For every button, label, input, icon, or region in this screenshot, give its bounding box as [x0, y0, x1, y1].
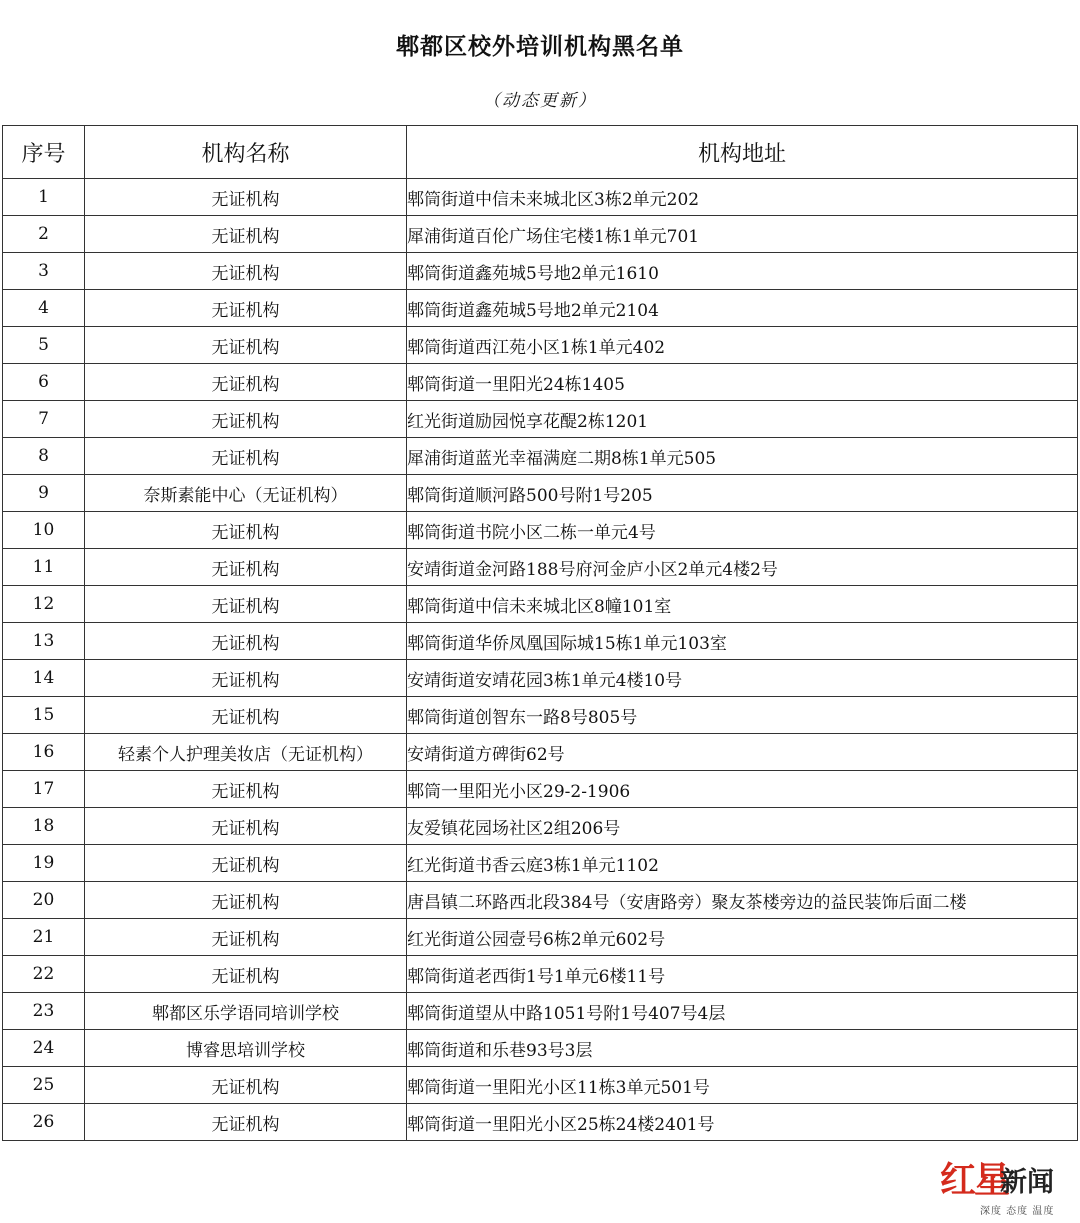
row-number: 19 — [3, 845, 85, 882]
row-number: 18 — [3, 808, 85, 845]
institution-name: 无证机构 — [85, 290, 407, 327]
institution-name: 无证机构 — [85, 549, 407, 586]
institution-address: 犀浦街道百伦广场住宅楼1栋1单元701 — [407, 216, 1078, 253]
table-row — [3, 549, 1078, 586]
institution-address: 红光街道励园悦享花醍2栋1201 — [407, 401, 1078, 438]
table-row — [3, 808, 1078, 845]
table-row — [3, 475, 1078, 512]
header-serial-number: 序号 — [3, 126, 85, 179]
institution-address: 郫筒街道书院小区二栋一单元4号 — [407, 512, 1078, 549]
institution-name: 无证机构 — [85, 401, 407, 438]
header-institution-address: 机构地址 — [407, 126, 1078, 179]
institution-address: 友爱镇花园场社区2组206号 — [407, 808, 1078, 845]
row-number: 1 — [3, 179, 85, 216]
institution-address: 郫筒街道华侨凤凰国际城15栋1单元103室 — [407, 623, 1078, 660]
row-number: 4 — [3, 290, 85, 327]
institution-address: 安靖街道安靖花园3栋1单元4楼10号 — [407, 660, 1078, 697]
row-number: 15 — [3, 697, 85, 734]
table-row — [3, 253, 1078, 290]
institution-name: 无证机构 — [85, 660, 407, 697]
row-number: 24 — [3, 1030, 85, 1067]
institution-address: 郫筒街道鑫苑城5号地2单元1610 — [407, 253, 1078, 290]
row-number: 23 — [3, 993, 85, 1030]
institution-address: 郫筒街道创智东一路8号805号 — [407, 697, 1078, 734]
institution-address: 郫筒街道顺河路500号附1号205 — [407, 475, 1078, 512]
table-row — [3, 882, 1078, 919]
document-title: 郫都区校外培训机构黑名单 — [396, 33, 684, 60]
table-row — [3, 771, 1078, 808]
blacklist-table — [2, 125, 1078, 1141]
table-row — [3, 364, 1078, 401]
institution-name: 奈斯素能中心（无证机构） — [85, 475, 407, 512]
institution-address: 红光街道公园壹号6栋2单元602号 — [407, 919, 1078, 956]
institution-address: 安靖街道金河路188号府河金庐小区2单元4楼2号 — [407, 549, 1078, 586]
table-body — [3, 179, 1078, 1141]
institution-address: 郫筒街道一里阳光24栋1405 — [407, 364, 1078, 401]
row-number: 25 — [3, 1067, 85, 1104]
institution-name: 无证机构 — [85, 956, 407, 993]
row-number: 11 — [3, 549, 85, 586]
table-row — [3, 660, 1078, 697]
table-row — [3, 1030, 1078, 1067]
institution-name: 无证机构 — [85, 179, 407, 216]
institution-name: 无证机构 — [85, 216, 407, 253]
table-row — [3, 1104, 1078, 1141]
institution-address: 郫筒街道西江苑小区1栋1单元402 — [407, 327, 1078, 364]
institution-name: 无证机构 — [85, 364, 407, 401]
row-number: 26 — [3, 1104, 85, 1141]
watermark-name: 新闻 — [1000, 1167, 1054, 1198]
institution-name: 无证机构 — [85, 845, 407, 882]
institution-address: 郫筒街道中信未来城北区3栋2单元202 — [407, 179, 1078, 216]
institution-address: 郫筒街道老西街1号1单元6楼11号 — [407, 956, 1078, 993]
row-number: 14 — [3, 660, 85, 697]
table-row — [3, 216, 1078, 253]
row-number: 17 — [3, 771, 85, 808]
institution-address: 郫筒街道一里阳光小区11栋3单元501号 — [407, 1067, 1078, 1104]
institution-address: 郫筒街道一里阳光小区25栋24楼2401号 — [407, 1104, 1078, 1141]
institution-name: 轻素个人护理美妆店（无证机构） — [85, 734, 407, 771]
institution-address: 安靖街道方碑街62号 — [407, 734, 1078, 771]
institution-name: 无证机构 — [85, 882, 407, 919]
row-number: 16 — [3, 734, 85, 771]
row-number: 10 — [3, 512, 85, 549]
watermark-logo: 红星 — [940, 1159, 1009, 1201]
row-number: 5 — [3, 327, 85, 364]
institution-name: 无证机构 — [85, 438, 407, 475]
table-row — [3, 734, 1078, 771]
institution-address: 犀浦街道蓝光幸福满庭二期8栋1单元505 — [407, 438, 1078, 475]
table-row — [3, 327, 1078, 364]
table-row — [3, 697, 1078, 734]
table-row — [3, 290, 1078, 327]
table-row — [3, 623, 1078, 660]
table-row — [3, 512, 1078, 549]
row-number: 13 — [3, 623, 85, 660]
row-number: 12 — [3, 586, 85, 623]
institution-name: 无证机构 — [85, 808, 407, 845]
institution-address: 郫筒街道和乐巷93号3层 — [407, 1030, 1078, 1067]
institution-name: 无证机构 — [85, 697, 407, 734]
institution-name: 郫都区乐学语同培训学校 — [85, 993, 407, 1030]
institution-name: 无证机构 — [85, 919, 407, 956]
row-number: 21 — [3, 919, 85, 956]
table-header-row — [3, 126, 1078, 179]
institution-name: 无证机构 — [85, 623, 407, 660]
institution-name: 无证机构 — [85, 1104, 407, 1141]
institution-address: 郫筒街道望从中路1051号附1号407号4层 — [407, 993, 1078, 1030]
institution-address: 郫筒街道中信未来城北区8幢101室 — [407, 586, 1078, 623]
institution-name: 无证机构 — [85, 512, 407, 549]
institution-name: 无证机构 — [85, 586, 407, 623]
table-row — [3, 179, 1078, 216]
table-row — [3, 845, 1078, 882]
institution-address: 红光街道书香云庭3栋1单元1102 — [407, 845, 1078, 882]
table-row — [3, 586, 1078, 623]
header-institution-name: 机构名称 — [85, 126, 407, 179]
news-watermark — [930, 1150, 1075, 1220]
table-row — [3, 919, 1078, 956]
institution-name: 无证机构 — [85, 327, 407, 364]
row-number: 7 — [3, 401, 85, 438]
institution-name: 无证机构 — [85, 253, 407, 290]
row-number: 8 — [3, 438, 85, 475]
table-row — [3, 956, 1078, 993]
institution-name: 无证机构 — [85, 771, 407, 808]
table-row — [3, 1067, 1078, 1104]
row-number: 22 — [3, 956, 85, 993]
row-number: 9 — [3, 475, 85, 512]
institution-name: 无证机构 — [85, 1067, 407, 1104]
institution-address: 郫筒一里阳光小区29-2-1906 — [407, 771, 1078, 808]
table-row — [3, 438, 1078, 475]
institution-name: 博睿思培训学校 — [85, 1030, 407, 1067]
watermark-slogan: 深度 态度 温度 — [980, 1206, 1055, 1217]
institution-address: 郫筒街道鑫苑城5号地2单元2104 — [407, 290, 1078, 327]
table-row — [3, 993, 1078, 1030]
table-row — [3, 401, 1078, 438]
row-number: 6 — [3, 364, 85, 401]
row-number: 2 — [3, 216, 85, 253]
document-subtitle: （动态更新） — [483, 91, 597, 111]
institution-address: 唐昌镇二环路西北段384号（安唐路旁）聚友茶楼旁边的益民装饰后面二楼 — [407, 882, 1078, 919]
row-number: 3 — [3, 253, 85, 290]
row-number: 20 — [3, 882, 85, 919]
